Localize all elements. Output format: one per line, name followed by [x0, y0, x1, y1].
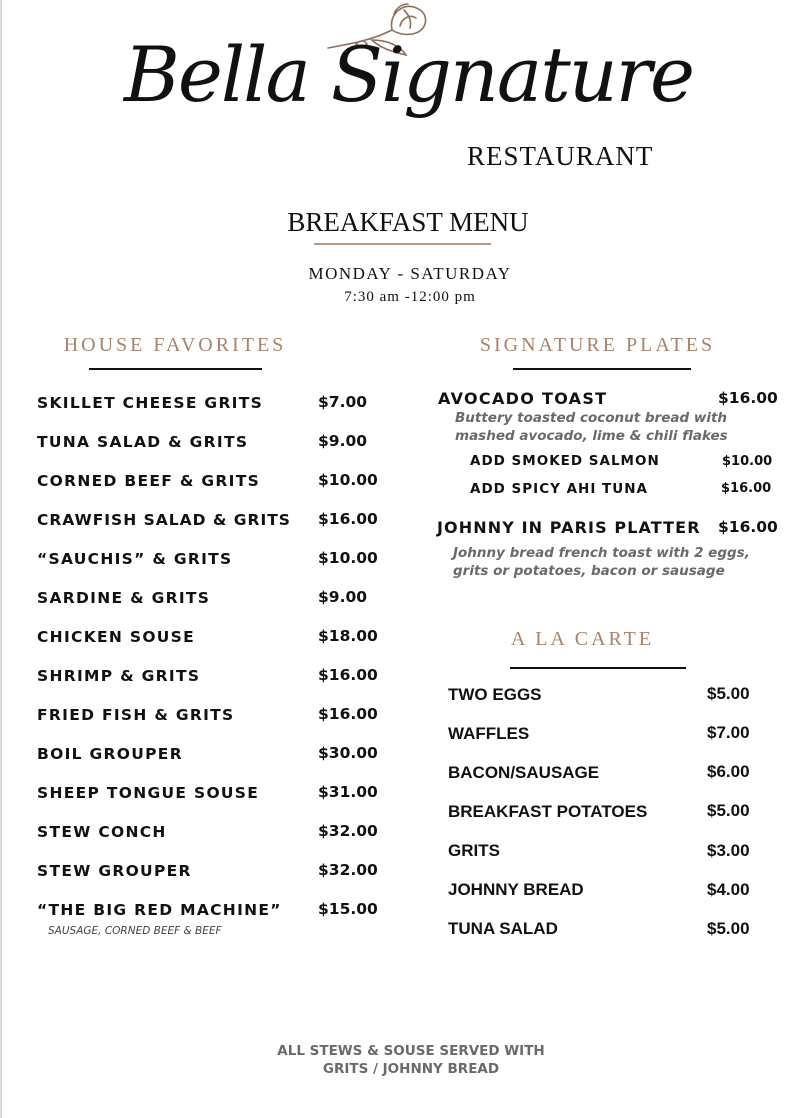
- addon-price: $16.00: [721, 481, 772, 496]
- item-price: $7.00: [318, 393, 368, 411]
- list-item: SHRIMP & GRITS: [37, 667, 201, 685]
- johnny-in-paris-desc-line2: grits or potatoes, bacon or sausage: [453, 563, 725, 579]
- item-price: $32.00: [318, 822, 378, 840]
- item-price: $32.00: [318, 861, 378, 879]
- footer-line1: ALL STEWS & SOUSE SERVED WITH: [277, 1043, 545, 1059]
- item-price: $18.00: [318, 627, 378, 645]
- list-item: TWO EGGS: [448, 685, 542, 704]
- item-price: $31.00: [318, 783, 378, 801]
- list-item: BACON/SAUSAGE: [448, 763, 600, 782]
- list-item: JOHNNY BREAD: [448, 880, 584, 899]
- list-item: BOIL GROUPER: [37, 745, 183, 763]
- addon-spicy-ahi-tuna: ADD SPICY AHI TUNA: [470, 481, 648, 497]
- logo-subtitle: RESTAURANT: [467, 141, 654, 171]
- menu-title: BREAKFAST MENU: [287, 207, 529, 237]
- item-price: $15.00: [318, 900, 378, 918]
- footer-line2: GRITS / JOHNNY BREAD: [322, 1061, 500, 1077]
- list-item: SHEEP TONGUE SOUSE: [37, 784, 260, 802]
- signature-plates-title: SIGNATURE PLATES: [479, 334, 716, 356]
- avocado-toast-name: AVOCADO TOAST: [438, 389, 608, 408]
- item-note: SAUSAGE, CORNED BEEF & BEEF: [48, 925, 222, 937]
- signature-plates-divider: [513, 368, 691, 370]
- logo-script-text: Bella Signature: [124, 30, 693, 119]
- item-price: $16.00: [318, 705, 378, 723]
- list-item: BREAKFAST POTATOES: [448, 802, 648, 821]
- list-item: TUNA SALAD: [448, 919, 558, 938]
- list-item: GRITS: [448, 841, 500, 860]
- item-price: $4.00: [707, 880, 750, 899]
- johnny-in-paris-name: JOHNNY IN PARIS PLATTER: [437, 518, 701, 537]
- item-price: $16.00: [318, 510, 378, 528]
- addon-smoked-salmon: ADD SMOKED SALMON: [470, 453, 660, 469]
- list-item: FRIED FISH & GRITS: [37, 706, 235, 724]
- item-price: $6.00: [707, 762, 750, 781]
- item-price: $9.00: [318, 432, 368, 450]
- menu-hours: 7:30 am -12:00 pm: [344, 289, 476, 305]
- house-favorites-divider: [89, 368, 262, 370]
- johnny-in-paris-price: $16.00: [718, 518, 778, 536]
- list-item: CRAWFISH SALAD & GRITS: [37, 511, 291, 529]
- title-divider: [314, 243, 491, 245]
- item-price: $7.00: [707, 723, 750, 742]
- item-price: $3.00: [707, 841, 750, 860]
- avocado-toast-desc-line2: mashed avocado, lime & chili flakes: [455, 428, 728, 444]
- a-la-carte-divider: [510, 667, 686, 669]
- item-price: $5.00: [707, 684, 750, 703]
- item-price: $5.00: [707, 919, 750, 938]
- list-item: “THE BIG RED MACHINE”: [37, 901, 282, 919]
- list-item: “SAUCHIS” & GRITS: [37, 550, 233, 568]
- list-item: SARDINE & GRITS: [37, 589, 211, 607]
- page-edge: [0, 0, 2, 1118]
- house-favorites-title: HOUSE FAVORITES: [63, 334, 287, 356]
- avocado-toast-desc-line1: Buttery toasted coconut bread with: [455, 410, 728, 426]
- list-item: CORNED BEEF & GRITS: [37, 472, 261, 490]
- restaurant-logo: [110, 0, 693, 200]
- addon-price: $10.00: [722, 454, 773, 469]
- list-item: STEW GROUPER: [37, 862, 192, 880]
- item-price: $9.00: [318, 588, 368, 606]
- item-price: $5.00: [707, 801, 750, 820]
- item-price: $16.00: [318, 666, 378, 684]
- item-price: $30.00: [318, 744, 378, 762]
- menu-days: MONDAY - SATURDAY: [308, 264, 512, 283]
- list-item: WAFFLES: [448, 724, 530, 743]
- footer-note: [0, 1042, 795, 1078]
- avocado-toast-price: $16.00: [718, 389, 778, 407]
- list-item: CHICKEN SOUSE: [37, 628, 196, 646]
- list-item: STEW CONCH: [37, 823, 167, 841]
- item-price: $10.00: [318, 471, 378, 489]
- item-price: $10.00: [318, 549, 378, 567]
- list-item: SKILLET CHEESE GRITS: [37, 394, 264, 412]
- johnny-in-paris-desc-line1: Johnny bread french toast with 2 eggs,: [453, 545, 750, 561]
- a-la-carte-title: A LA CARTE: [510, 628, 655, 650]
- list-item: TUNA SALAD & GRITS: [37, 433, 249, 451]
